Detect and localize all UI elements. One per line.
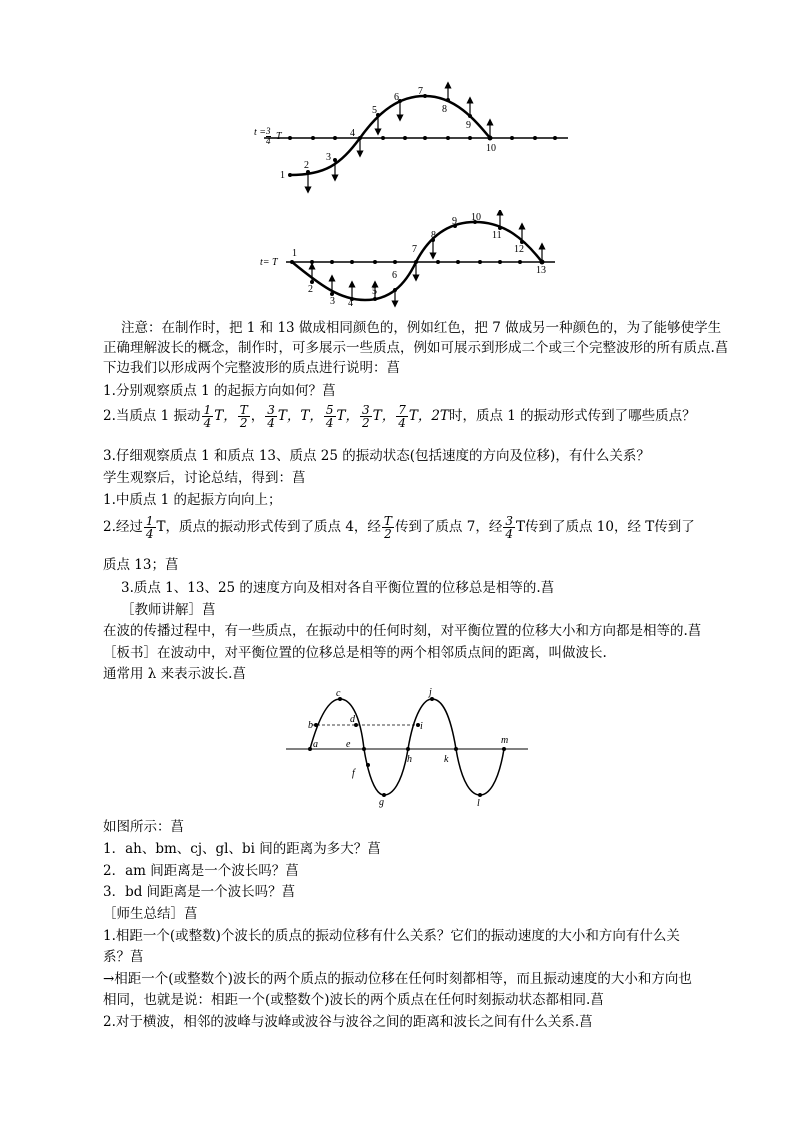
diagram1-labels — [254, 86, 496, 181]
q2-frac-1: $\frac{1}{4}$ — [203, 403, 212, 430]
question-1: 1.分别观察质点 1 的起振方向如何？菖 — [103, 383, 336, 399]
summary-heading: ［师生总结］菖 — [103, 906, 198, 922]
p2-9: 9 — [452, 216, 457, 227]
explain-text: 在波的传播过程中，有一些质点，在振动中的任何时刻，对平衡位置的位移大小和方向都是相等的.菖 — [103, 623, 702, 639]
wave-diagram-full-T — [250, 210, 570, 310]
lambda-line: 通常用 λ 来表示波长.菖 — [103, 666, 246, 682]
label-a: a — [313, 739, 318, 750]
note-line-2: 正确理解波长的概念，制作时，可多展示一些质点，例如可展示到形成二个或三个完整波形的所有质点.菖 — [103, 340, 729, 356]
figure-question-1: 1．ah、bm、cj、gl、bi 间的距离为多大？菖 — [103, 841, 381, 857]
point-3-label: 3 — [326, 152, 331, 163]
p2-6: 6 — [392, 270, 397, 281]
q2-frac-2: $\frac{T}{2}$ — [239, 403, 248, 430]
time-T: T — [276, 131, 282, 142]
p2-3: 3 — [330, 296, 335, 307]
label-i: i — [420, 721, 423, 732]
note-line-1: 注意：在制作时，把 1 和 13 做成相同颜色的，例如红色，把 7 做成另一种颜色的，为了能够使学生 — [121, 320, 722, 336]
time-label: t = — [254, 127, 267, 138]
p2-8: 8 — [431, 230, 436, 241]
discuss-line: 学生观察后，讨论总结，得到：菖 — [103, 470, 306, 486]
point-7-label: 7 — [418, 86, 423, 97]
answer-1: 1.中质点 1 的起振方向向上； — [103, 492, 282, 508]
point-5-label: 5 — [372, 105, 377, 116]
point-9-label: 9 — [466, 120, 471, 131]
time-frac: 3 4 — [266, 126, 271, 146]
point-6-label: 6 — [394, 92, 399, 103]
label-g: g — [379, 797, 384, 808]
label-b: b — [308, 720, 313, 731]
answer-2: 2.经过 $\frac{1}{4}$ T，质点的振动形式传到了质点 4，经 $\frac{T}{2}$ 传到了质点 7，经 $\frac{3}{4}$ T传到了质点 10，经 T传到了 — [103, 514, 695, 541]
summary-1c: →相距一个(或整数个)波长的两个质点的振动位移在任何时刻都相等，而且振动速度的大小和方向也 — [103, 971, 692, 987]
summary-1a: 1.相距一个(或整数)个波长的质点的振动位移有什么关系？它们的振动速度的大小和方向有什么关 — [103, 928, 680, 944]
board-text: ［板书］在波动中，对平衡位置的位移总是相等的两个相邻质点间的距离，叫做波长. — [103, 645, 607, 661]
summary-1b: 系？菖 — [103, 949, 144, 965]
label-m: m — [501, 735, 509, 746]
point-2-label: 2 — [304, 160, 309, 171]
label-c: c — [336, 688, 341, 699]
a2-frac-2: $\frac{T}{2}$ — [383, 514, 392, 541]
p2-10: 10 — [471, 212, 481, 223]
a2-frac-1: $\frac{1}{4}$ — [145, 514, 154, 541]
q2-frac-3: $\frac{3}{4}$ — [267, 403, 275, 430]
summary-1d: 相同，也就是说：相距一个(或整数个)波长的两个质点在任何时刻振动状态都相同.菖 — [103, 992, 604, 1008]
answer-2-cont: 质点 13；菖 — [103, 557, 179, 573]
point-1-label: 1 — [280, 170, 285, 181]
summary-2: 2.对于横波，相邻的波峰与波峰或波谷与波谷之间的距离和波长之间有什么关系.菖 — [103, 1014, 593, 1030]
a2-frac-3: $\frac{3}{4}$ — [505, 514, 513, 541]
question-3: 3.仔细观察质点 1 和质点 13、质点 25 的振动状态(包括速度的方向及位移)，有什么关系？ — [103, 448, 650, 464]
label-d: d — [350, 714, 355, 725]
question-2: 2.当质点 1 振动 $\frac{1}{4}$ T， $\frac{T}{2}$ ， $\frac{3}{4}$ T，T， $\frac{5}{4}$ T， $\frac{3}{2}$ T， $\frac{7}{4}$ T，2T时，质点 1 的振动形式传到了哪些质点？ — [103, 403, 696, 430]
label-j: j — [429, 687, 432, 698]
q2-frac-5: $\frac{3}{2}$ — [362, 403, 370, 430]
point-10-label: 10 — [486, 143, 496, 154]
p2-7: 7 — [412, 244, 417, 255]
point-8-label: 8 — [442, 104, 447, 115]
wavelength-diagram — [280, 685, 540, 810]
intro-line: 下边我们以形成两个完整波形的质点进行说明：菖 — [103, 360, 400, 376]
p2-5: 5 — [372, 286, 377, 297]
point-4-label: 4 — [350, 128, 355, 139]
p2-2: 2 — [308, 284, 313, 295]
label-e: e — [346, 739, 351, 750]
label-h: h — [407, 754, 412, 765]
label-k: k — [444, 754, 449, 765]
as-shown: 如图所示：菖 — [103, 819, 184, 835]
p2-12: 12 — [514, 244, 524, 255]
p2-1: 1 — [292, 248, 297, 259]
p2-13: 13 — [536, 265, 546, 276]
q2-frac-4: $\frac{5}{4}$ — [325, 403, 334, 430]
p2-11: 11 — [492, 230, 502, 241]
label-l: l — [477, 798, 480, 809]
p2-4: 4 — [348, 298, 353, 309]
label-f: f — [352, 768, 355, 779]
answer-3: 3.质点 1、13、25 的速度方向及相对各自平衡位置的位移总是相等的.菖 — [121, 580, 555, 596]
figure-question-3: 3．bd 间距离是一个波长吗？菖 — [103, 884, 296, 900]
wave-diagram-three-quarter-T — [250, 80, 580, 200]
figure-question-2: 2．am 间距离是一个波长吗？菖 — [103, 863, 299, 879]
time-label-2: t= T — [260, 257, 278, 268]
teacher-explain-heading: ［教师讲解］菖 — [121, 602, 216, 618]
q2-frac-6: $\frac{7}{4}$ — [398, 403, 406, 430]
